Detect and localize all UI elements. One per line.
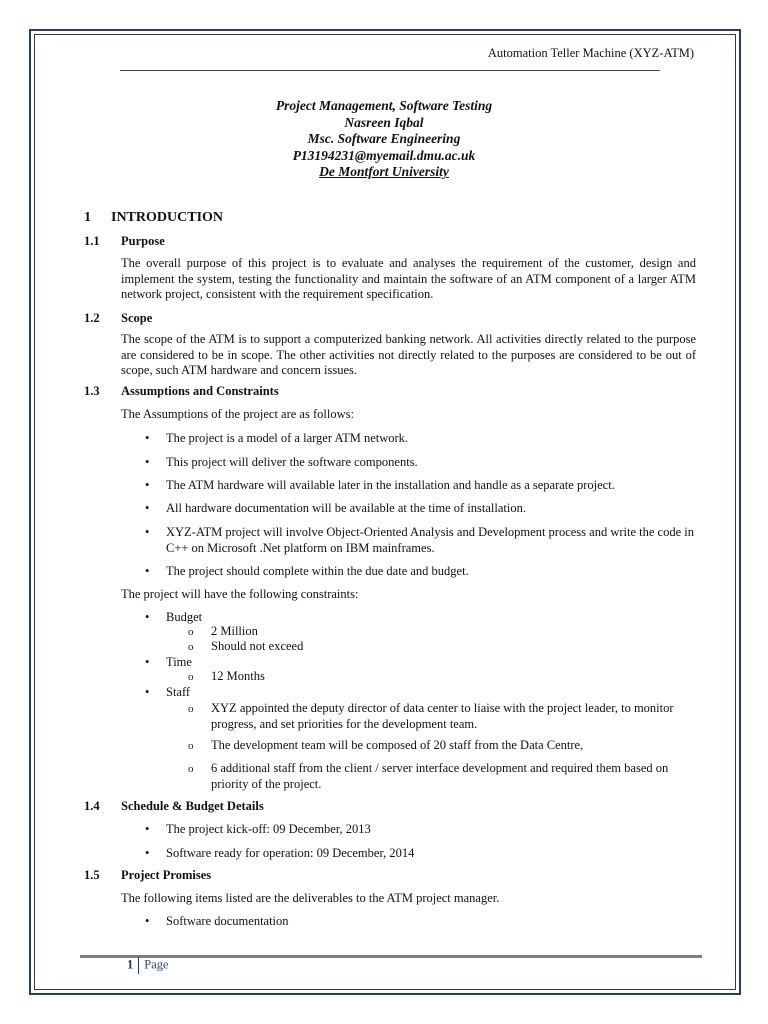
list-item: The project is a model of a larger ATM network. <box>166 431 409 445</box>
page-label: Page <box>144 957 169 972</box>
header-rule <box>120 70 660 71</box>
bullet-glyph: • <box>145 610 150 624</box>
subsection-number: 1.2 <box>84 311 100 325</box>
list-item: The ATM hardware will available later in the installation and handle as a separate project. <box>166 478 615 492</box>
title-block <box>0 98 768 181</box>
constraint-label: Budget <box>166 610 203 624</box>
footer-rule <box>80 955 702 958</box>
sub-bullet-glyph: o <box>188 641 194 653</box>
list-item: Software documentation <box>166 914 289 928</box>
bullet-glyph: • <box>145 914 150 928</box>
page-footer <box>127 957 169 974</box>
subsection-number: 1.4 <box>84 799 100 813</box>
assumptions-intro: The Assumptions of the project are as follows: <box>121 407 354 421</box>
sub-list-item: 12 Months <box>211 669 265 683</box>
list-item: The project should complete within the due date and budget. <box>166 564 469 578</box>
section-heading: INTRODUCTION <box>111 210 224 225</box>
running-header: Automation Teller Machine (XYZ-ATM) <box>487 46 694 60</box>
sub-list-item: 2 Million <box>211 624 258 638</box>
list-item: All hardware documentation will be available at the time of installation. <box>166 501 526 515</box>
subsection-heading: Schedule & Budget Details <box>121 799 264 813</box>
constraint-label: Staff <box>166 685 191 699</box>
subsection-heading: Project Promises <box>121 868 212 882</box>
sub-bullet-glyph: o <box>188 703 194 715</box>
bullet-glyph: • <box>145 564 150 578</box>
email: P13194231@myemail.dmu.ac.uk <box>292 147 476 163</box>
sub-list-item: XYZ appointed the deputy director of data center to liaise with the project leader, to monitor progress, and set priorities for the development team. <box>211 701 674 731</box>
constraint-label: Time <box>166 655 192 669</box>
sub-bullet-glyph: o <box>188 671 194 683</box>
bullet-glyph: • <box>145 655 150 669</box>
title-line: Project Management, Software Testing <box>275 98 493 113</box>
footer-separator <box>138 957 139 974</box>
scope-paragraph: The scope of the ATM is to support a computerized banking network. All activities directly related to the purpose are considered to be in scope. The other activities not directly related to the purposes are considered to be out of scope, such ATM hardware and concern issues. <box>121 332 696 377</box>
list-item: XYZ-ATM project will involve Object-Oriented Analysis and Development process and write the code in C++ on Microsoft .Net platform on IBM mainframes. <box>166 525 694 555</box>
sub-list-item: 6 additional staff from the client / server interface development and required them based on priority of the project. <box>211 761 669 791</box>
purpose-paragraph: The overall purpose of this project is to evaluate and analyses the requirement of the customer, design and implement the system, testing the functionality and maintain the software of an ATM component of a larger ATM network project, consistent with the requirement specification. <box>121 256 696 301</box>
bullet-glyph: • <box>145 525 150 539</box>
sub-bullet-glyph: o <box>188 740 194 752</box>
deliverables-intro: The following items listed are the deliverables to the ATM project manager. <box>121 891 500 905</box>
page-number: 1 <box>127 957 134 972</box>
bullet-glyph: • <box>145 846 150 860</box>
bullet-glyph: • <box>145 478 150 492</box>
subsection-heading: Purpose <box>121 234 165 248</box>
constraints-intro: The project will have the following constraints: <box>121 587 359 601</box>
author-name: Nasreen Iqbal <box>344 114 424 130</box>
bullet-glyph: • <box>145 685 150 699</box>
university: De Montfort University <box>319 164 449 179</box>
list-item: The project kick-off: 09 December, 2013 <box>166 822 371 836</box>
subsection-heading: Scope <box>121 311 153 325</box>
subsection-number: 1.3 <box>84 384 100 398</box>
list-item: Software ready for operation: 09 December, 2014 <box>166 846 415 860</box>
section-number: 1 <box>84 210 91 225</box>
bullet-glyph: • <box>145 455 150 469</box>
degree: Msc. Software Engineering <box>307 131 461 146</box>
sub-bullet-glyph: o <box>188 763 194 775</box>
list-item: This project will deliver the software components. <box>166 455 418 469</box>
subsection-number: 1.1 <box>84 234 100 248</box>
sub-list-item: The development team will be composed of 20 staff from the Data Centre, <box>211 738 584 752</box>
bullet-glyph: • <box>145 822 150 836</box>
subsection-number: 1.5 <box>84 868 100 882</box>
bullet-glyph: • <box>145 431 150 445</box>
bullet-glyph: • <box>145 501 150 515</box>
sub-list-item: Should not exceed <box>211 639 304 653</box>
sub-bullet-glyph: o <box>188 626 194 638</box>
subsection-heading: Assumptions and Constraints <box>121 384 279 398</box>
